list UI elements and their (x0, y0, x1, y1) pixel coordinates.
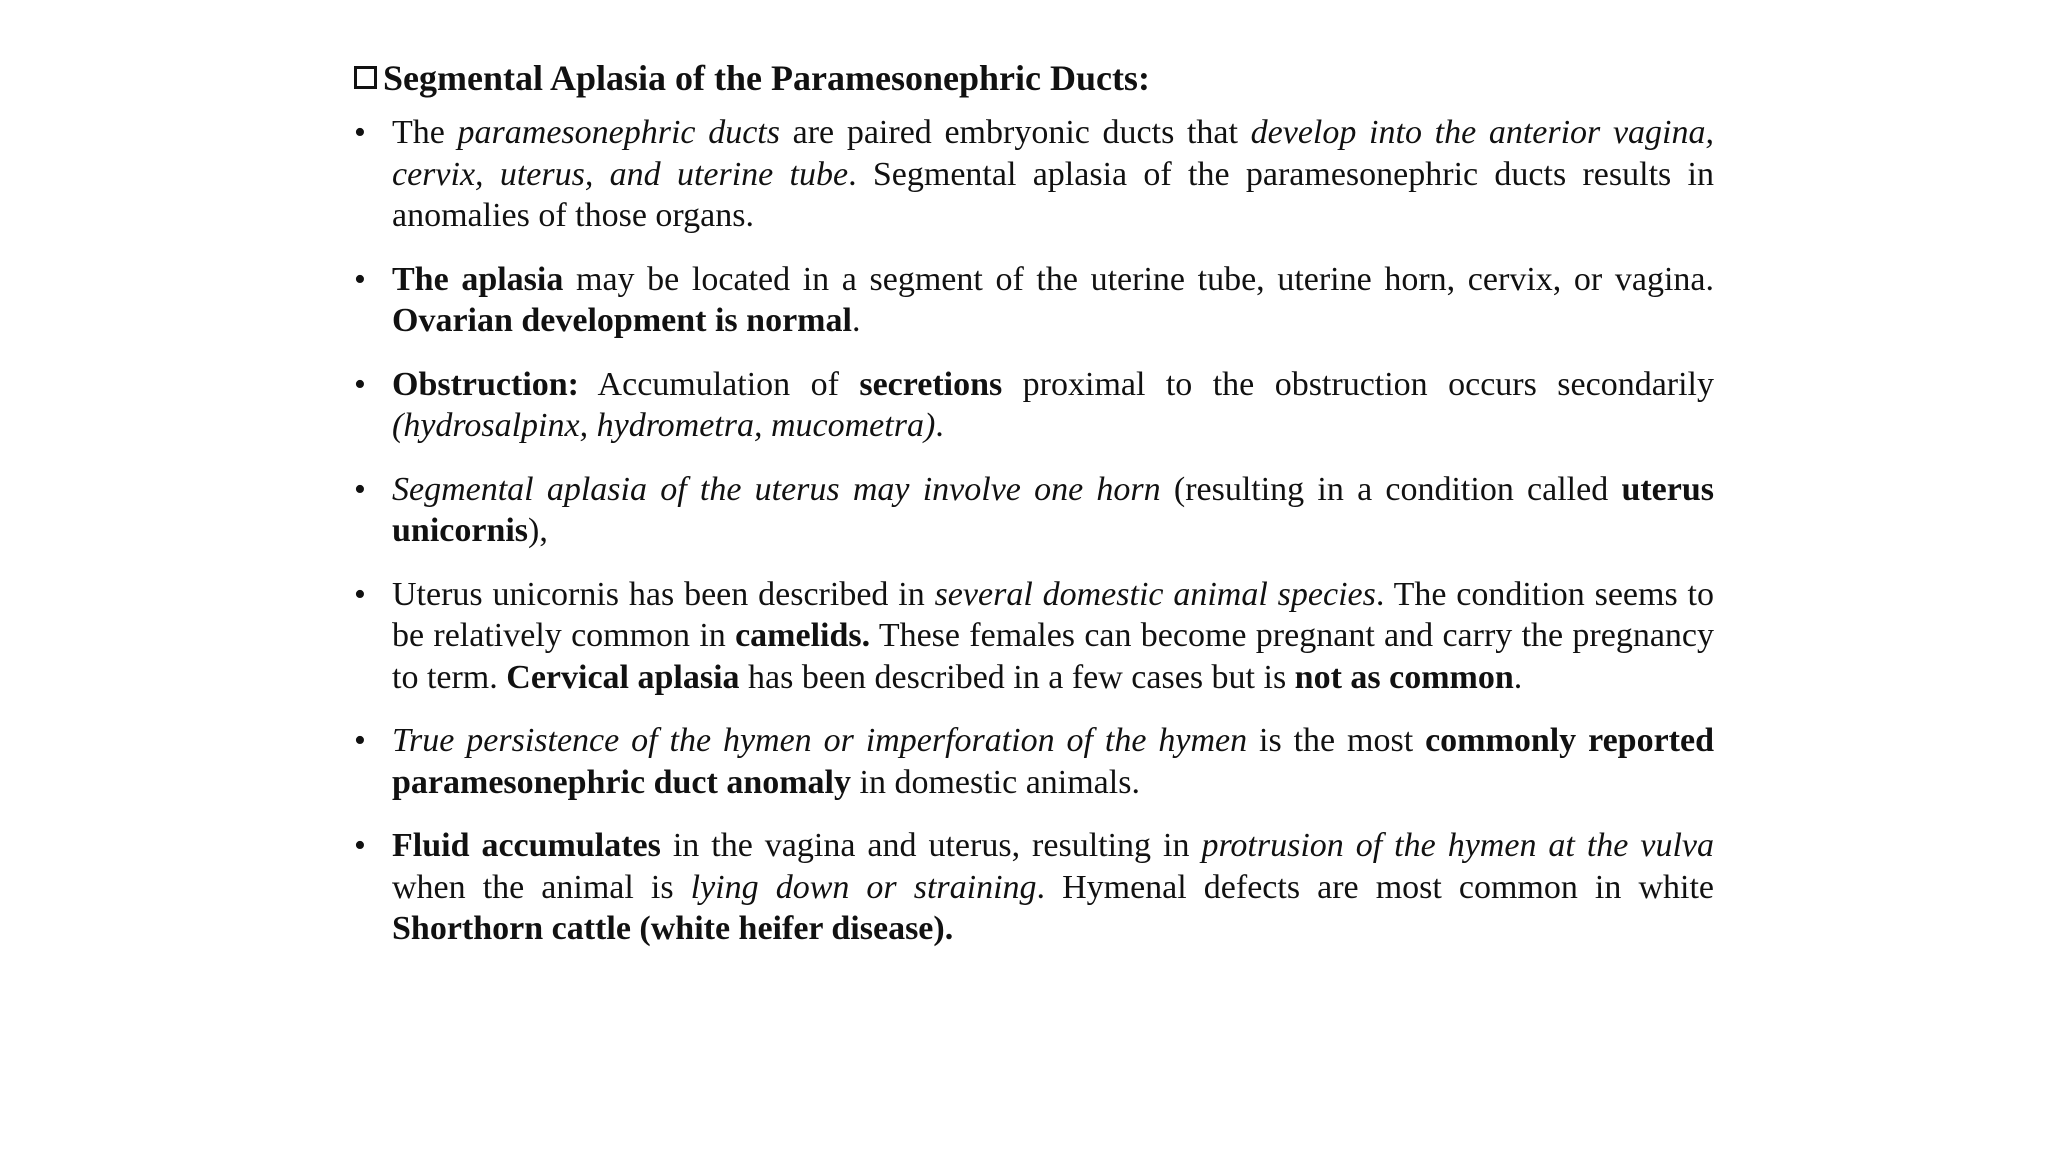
text-segment: . The condition seems to be relatively common in (392, 575, 1715, 654)
text-segment: . Hymenal defects are most common in white (1036, 868, 1714, 906)
text-segment: . (1513, 658, 1523, 696)
bullet-item (354, 720, 1714, 803)
heading-text: Segmental Aplasia of the Paramesonephric Ducts: (383, 58, 1150, 98)
text-segment: Segmental aplasia of the uterus may involve one horn (392, 470, 1161, 508)
text-segment: in domestic animals. (851, 763, 1140, 801)
text-segment: camelids. (735, 617, 871, 654)
text-segment: True persistence of the hymen or imperforation of the hymen (392, 722, 1248, 759)
text-segment: These females can become pregnant and carry the pregnancy to term. (392, 617, 1714, 696)
text-segment: has been described in a few cases but is (739, 658, 1295, 696)
text-segment: Fluid accumulates (392, 827, 661, 864)
text-segment: (hydrosalpinx, hydrometra, mucometra) (392, 407, 936, 444)
bullet-item (354, 825, 1714, 950)
text-segment: are paired embryonic ducts that (779, 114, 1251, 151)
text-segment: lying down or straining (690, 868, 1037, 906)
text-segment: Shorthorn cattle (white heifer disease). (392, 910, 954, 947)
text-segment: Obstruction: (392, 365, 579, 403)
bullet-dot-icon: • (354, 470, 366, 508)
bullet-dot-icon: • (354, 575, 366, 613)
bullet-text (392, 574, 1714, 699)
text-segment: in the vagina and uterus, resulting in (660, 827, 1202, 864)
bullet-text (392, 112, 1714, 237)
bullet-dot-icon: • (354, 260, 366, 298)
bullet-text (392, 364, 1714, 447)
bullet-dot-icon: • (354, 365, 366, 403)
text-segment: protrusion of the hymen at the vulva (1201, 827, 1714, 864)
text-segment: paramesonephric ducts (457, 114, 780, 151)
text-segment: not as common (1294, 658, 1514, 696)
text-segment: develop into the anterior vagina, cervix, uterus, and uterine tube (392, 114, 1715, 193)
bullet-text (392, 720, 1714, 803)
bullet-item (354, 469, 1714, 552)
slide-heading (354, 56, 1714, 100)
text-segment: The (392, 114, 458, 151)
bullet-text (392, 469, 1714, 552)
text-segment: . (935, 407, 944, 444)
slide-content (354, 56, 1714, 972)
text-segment: Uterus unicornis has been described in (392, 575, 935, 613)
bullet-item (354, 574, 1714, 699)
text-segment: several domestic animal species (934, 575, 1376, 613)
text-segment: secretions (859, 365, 1003, 403)
bullet-dot-icon: • (354, 114, 366, 151)
bullet-text (392, 259, 1714, 342)
bullet-item (354, 364, 1714, 447)
text-segment: when the animal is (392, 868, 691, 906)
bullet-item (354, 259, 1714, 342)
bullet-item (354, 112, 1714, 237)
text-segment: The aplasia (392, 260, 564, 298)
text-segment: uterus unicornis (392, 470, 1714, 549)
text-segment: Cervical aplasia (506, 658, 740, 696)
bullet-list (354, 112, 1714, 950)
text-segment: . (851, 302, 861, 339)
text-segment: proximal to the obstruction occurs secondarily (1002, 365, 1714, 403)
checkbox-outline-icon (354, 66, 377, 89)
text-segment: may be located in a segment of the uterine tube, uterine horn, cervix, or vagina. (563, 260, 1714, 298)
text-segment: . Segmental aplasia of the paramesonephric ducts results in anomalies of those organs. (392, 155, 1714, 234)
text-segment: commonly reported paramesonephric duct anomaly (392, 722, 1714, 801)
text-segment: (resulting in a condition called (1160, 470, 1622, 508)
text-segment: is the most (1247, 722, 1426, 759)
text-segment: Accumulation of (579, 365, 860, 403)
bullet-text (392, 825, 1714, 950)
bullet-dot-icon: • (354, 722, 366, 759)
text-segment: Ovarian development is normal (392, 302, 852, 339)
bullet-dot-icon: • (354, 827, 366, 864)
text-segment: ), (528, 512, 548, 549)
